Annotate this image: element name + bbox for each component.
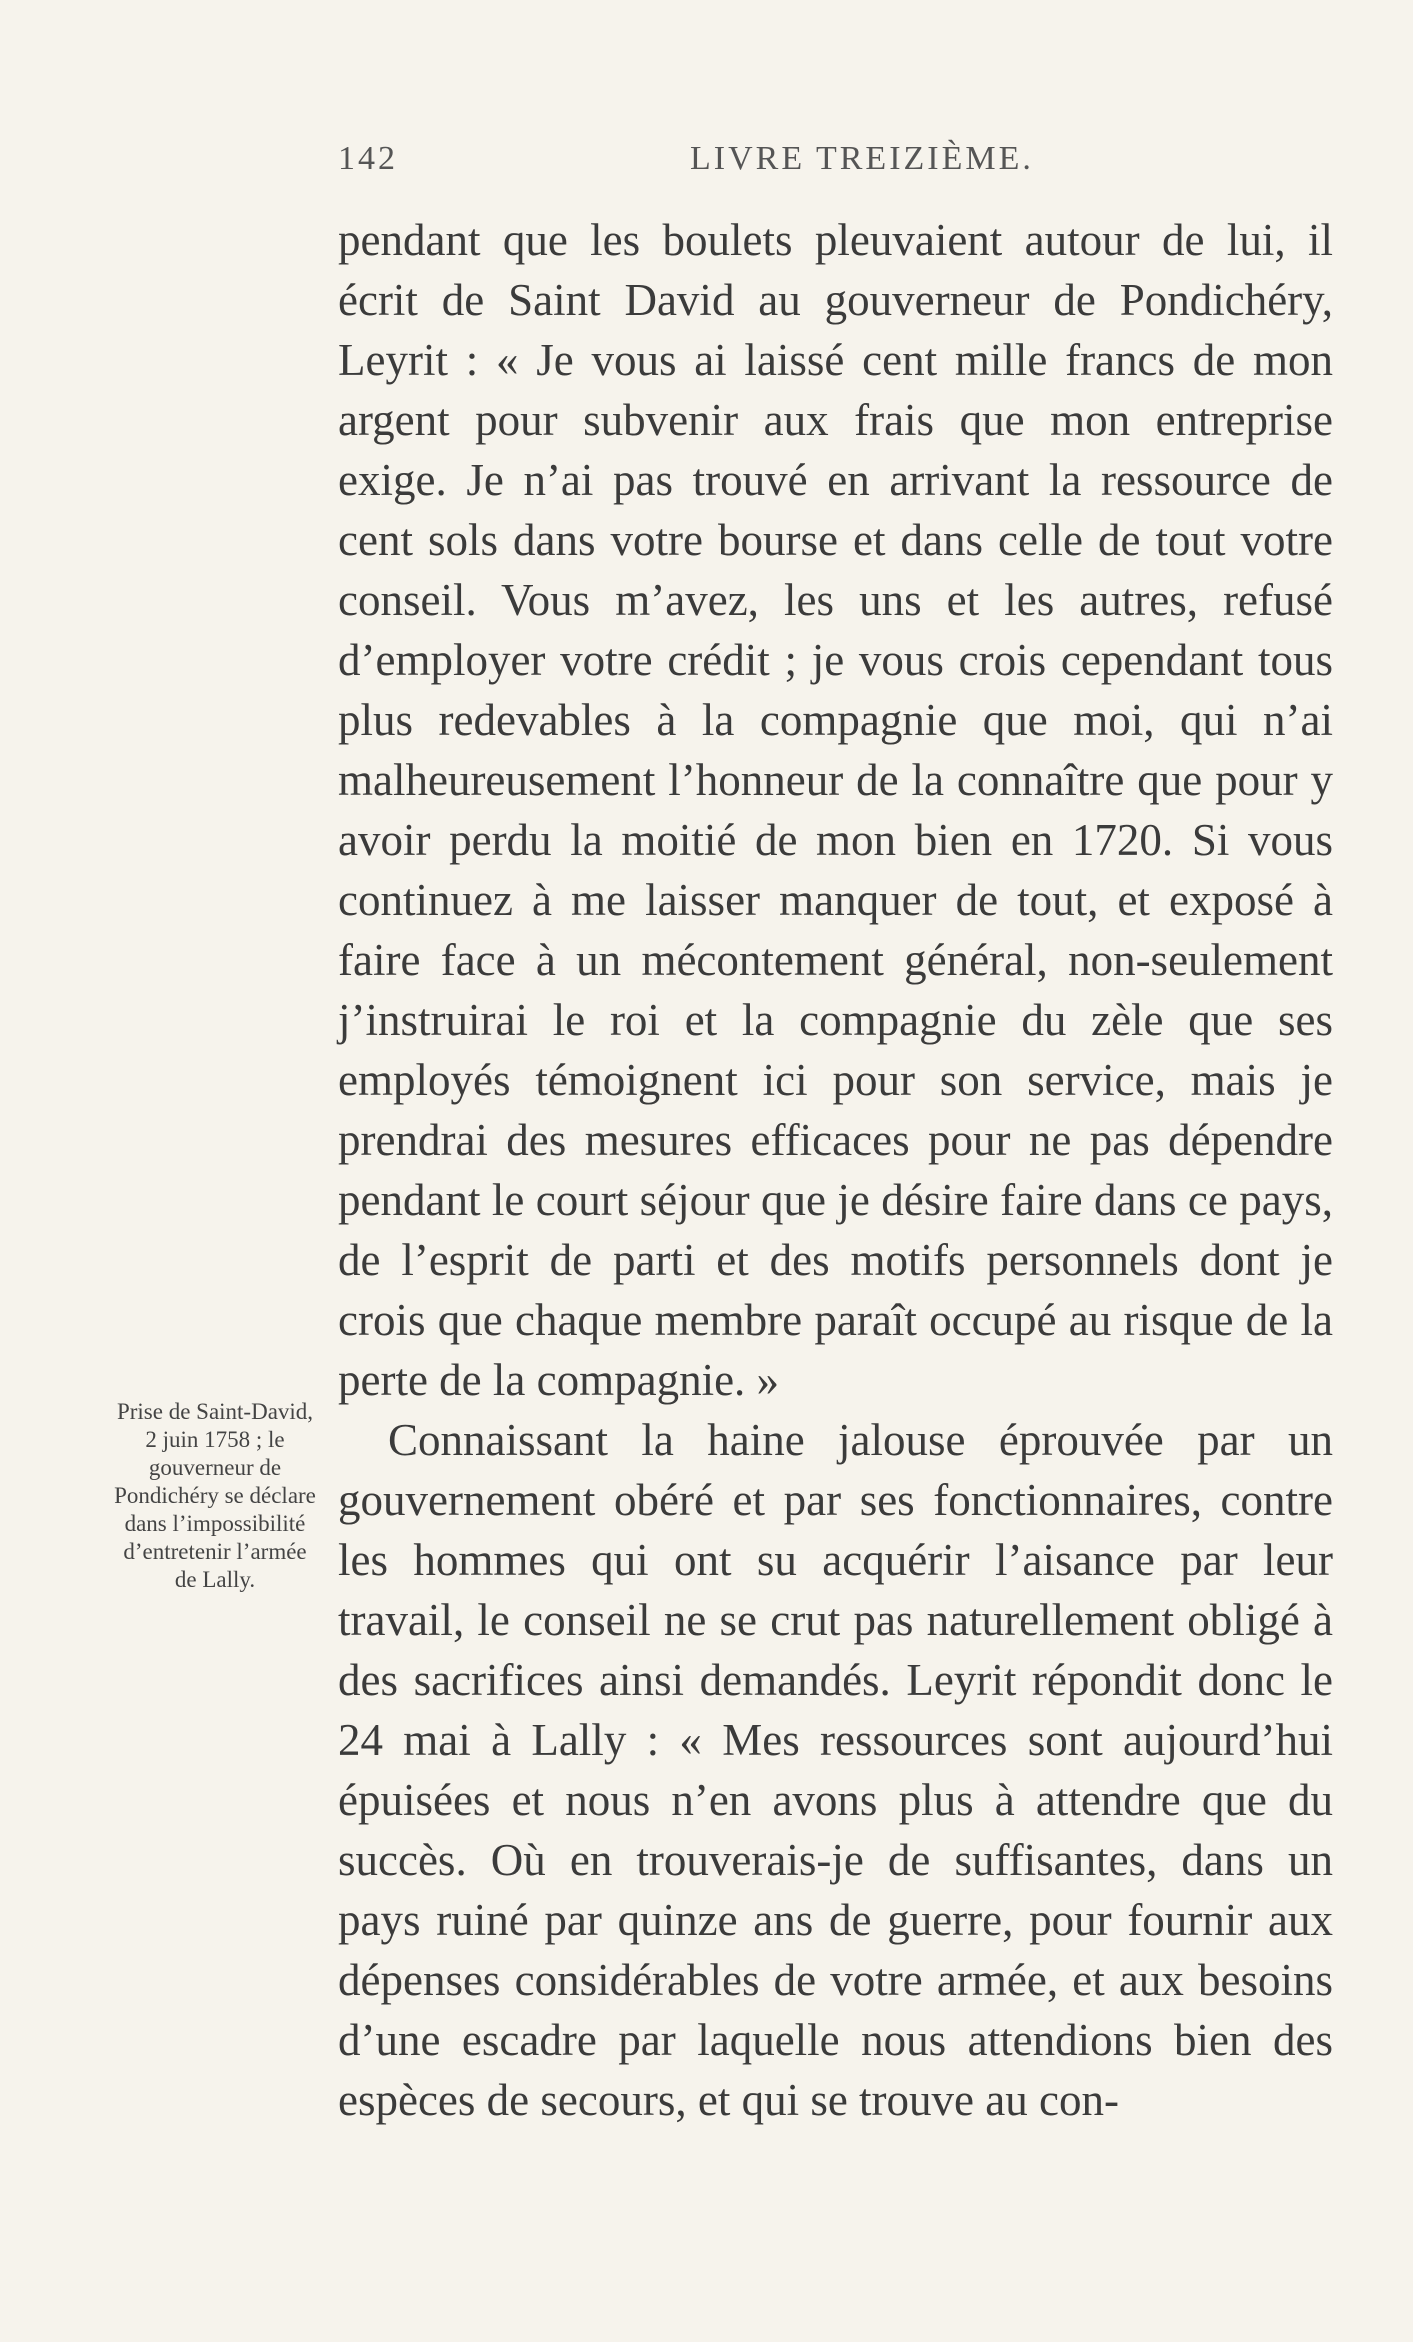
paragraph: pendant que les boulets pleuvaient autour de lui, il écrit de Saint David au gouverneur de Pondichéry, Leyrit : « Je vous ai laissé cent mille francs de mon argent pour subvenir aux frais que mon entreprise exige. Je n’ai pas trouvé en arrivant la ressource de cent sols dans votre bourse et dans celle de tout votre conseil. Vous m’avez, les uns et les autres, refusé d’employer votre crédit ; je vous crois cependant tous plus redevables à la compagnie que moi, qui n’ai malheureusement l’honneur de la connaître que pour y avoir perdu la moitié de mon bien en 1720. Si vous continuez à me laisser manquer de tout, et exposé à faire face à un mécontement général, non-seulement j’instruirai le roi et la compagnie du zèle que ses employés témoignent ici pour son service, mais je prendrai des mesures efficaces pour ne pas dépendre pendant le court séjour que je désire faire dans ce pays, de l’esprit de parti et des motifs personnels dont je crois que chaque membre paraît occupé au risque de la perte de la compagnie. » <box>338 215 1333 1405</box>
running-title: LIVRE TREIZIÈME. <box>690 140 1034 177</box>
page-header <box>338 140 1333 188</box>
margin-note: Prise de Saint-David, 2 juin 1758 ; le gouverneur de Pondichéry se déclare dans l’impossibilité d’entretenir l’armée de Lally. <box>114 1399 316 1592</box>
page-number: 142 <box>338 140 398 177</box>
main-text <box>338 210 1333 2130</box>
paragraph: Connaissant la haine jalouse éprouvée par un gouvernement obéré et par ses fonctionnaires, contre les hommes qui ont su acquérir l’aisance par leur travail, le conseil ne se crut pas naturellement obligé à des sacrifices ainsi demandés. Leyrit répondit donc le 24 mai à Lally : « Mes ressources sont aujourd’hui épuisées et nous n’en avons plus à attendre que du succès. Où en trouverais-je de suffisantes, dans un pays ruiné par quinze ans de guerre, pour fournir aux dépenses considérables de votre armée, et aux besoins d’une escadre par laquelle nous attendions bien des espèces de secours, et qui se trouve au con- <box>338 1415 1333 2125</box>
